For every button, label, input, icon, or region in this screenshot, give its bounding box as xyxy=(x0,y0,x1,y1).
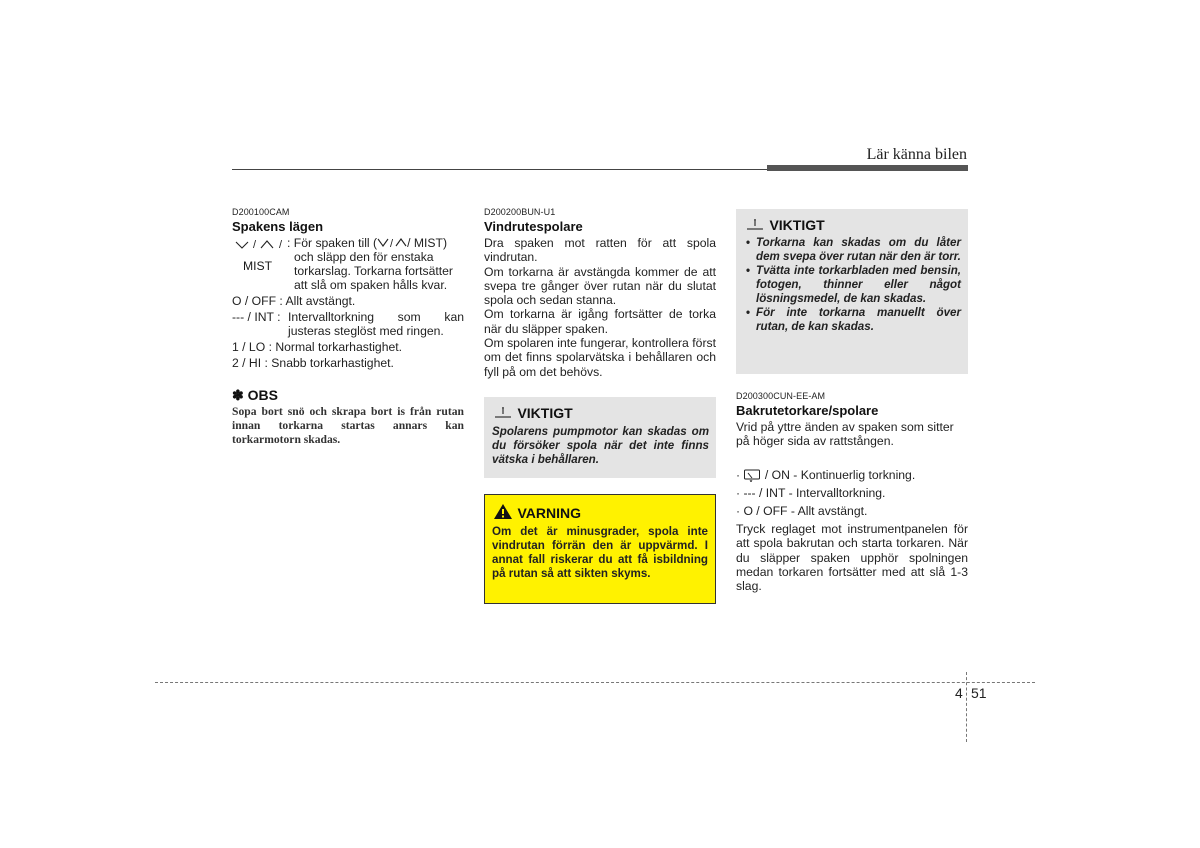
varning-header xyxy=(493,503,581,523)
off-line: O / OFF : Allt avstängt. xyxy=(232,294,356,308)
list-item: • Torkarna kan skadas om du låter dem svepa över rutan när den är torr. xyxy=(742,236,961,264)
paragraph: Om torkarna är avstängda kommer de att svepa tre gånger över rutan när du slutat spola och sedan stanna. xyxy=(484,264,716,308)
on-line: · / ON - Kontinuerlig torkning. xyxy=(736,468,916,482)
section-body xyxy=(484,236,716,379)
obs-text: Sopa bort snö och skrapa bort is från rutan innan torkarna startas annars kan torkarmotorn skadas. xyxy=(232,405,464,446)
wiper-symbols-icon xyxy=(233,237,291,251)
mist-label: MIST xyxy=(243,259,273,273)
int-line: justeras steglöst med ringen. xyxy=(288,324,444,338)
viktigt-box xyxy=(736,209,968,374)
mist-symbols xyxy=(233,237,291,273)
section-code: D200100CAM xyxy=(232,207,290,217)
page-number: 51 xyxy=(971,685,987,701)
footer-divider xyxy=(155,682,1035,683)
svg-text:/: / xyxy=(253,239,257,251)
header-rule xyxy=(232,169,767,170)
varning-title: VARNING xyxy=(517,505,581,521)
section-heading: Vindrutespolare xyxy=(484,219,583,234)
warning-triangle-icon xyxy=(493,503,513,520)
mist-description-line: att slå om spaken hålls kvar. xyxy=(294,278,448,292)
mist-description-line: och släpp den för enstaka xyxy=(294,250,434,264)
hi-line: 2 / HI : Snabb torkarhastighet. xyxy=(232,356,394,370)
list-item: • Tvätta inte torkarbladen med bensin, fotogen, thinner eller något lösningsmedel, de kan skadas. xyxy=(742,264,961,306)
mist-description-line: torkarslag. Torkarna fortsätter xyxy=(294,264,453,278)
int-line: · --- / INT - Intervalltorkning. xyxy=(736,486,886,500)
wiper-down-up-icon xyxy=(377,237,407,248)
caution-icon xyxy=(493,405,513,419)
mist-first-line: : För spaken till ( / / MIST) xyxy=(287,236,448,250)
varning-box xyxy=(484,494,716,604)
viktigt-header xyxy=(493,405,573,423)
viktigt-header xyxy=(745,217,825,235)
footer-vertical-divider xyxy=(966,672,967,742)
off-line: · O / OFF - Allt avstängt. xyxy=(736,504,868,518)
int-line: Intervalltorkning som kan xyxy=(288,310,464,324)
paragraph: Om spolaren inte fungerar, kontrollera först om det finns spolarvätska i behållaren och fyll på om det behövs. xyxy=(484,336,716,379)
svg-text:/: / xyxy=(279,239,283,251)
int-key: --- / INT : xyxy=(232,310,281,324)
varning-text: Om det är minusgrader, spola inte vindrutan förrän den är uppvärmd. I annat fall riskerar du att få isbildning på rutan så att sikten skyms. xyxy=(492,525,708,580)
list-item: • För inte torkarna manuellt över rutan, de kan skadas. xyxy=(742,306,961,334)
lo-line: 1 / LO : Normal torkarhastighet. xyxy=(232,340,403,354)
section-code: D200200BUN-U1 xyxy=(484,207,556,217)
page-header-title: Lär känna bilen xyxy=(866,146,967,163)
obs-title: ✽ OBS xyxy=(232,387,278,403)
viktigt-list xyxy=(742,236,961,334)
viktigt-box xyxy=(484,397,716,478)
viktigt-title: VIKTIGT xyxy=(517,405,573,421)
paragraph: Dra spaken mot ratten för att spola vindrutan. xyxy=(484,236,716,265)
section-code: D200300CUN-EE-AM xyxy=(736,391,826,401)
viktigt-text: Spolarens pumpmotor kan skadas om du försöker spola när det inte finns vätska i behållaren. xyxy=(492,425,709,466)
viktigt-title: VIKTIGT xyxy=(769,217,825,233)
section-intro: Vrid på yttre änden av spaken som sitter på höger sida av rattstången. xyxy=(736,420,954,449)
section-heading: Spakens lägen xyxy=(232,219,324,234)
chapter-number: 4 xyxy=(955,685,963,701)
section-outro: Tryck reglaget mot instrumentpanelen för att spola bakrutan och starta torkaren. När du släpper spaken upphör spolningen medan torkaren fortsätter med att slå 1-3 slag. xyxy=(736,522,968,594)
rear-wiper-icon xyxy=(743,468,761,482)
caution-icon xyxy=(745,217,765,231)
header-bar xyxy=(767,165,968,171)
svg-text:/: / xyxy=(390,238,394,248)
section-heading: Bakrutetorkare/spolare xyxy=(736,403,879,418)
paragraph: Om torkarna är igång fortsätter de torka när du släpper spaken. xyxy=(484,307,716,336)
